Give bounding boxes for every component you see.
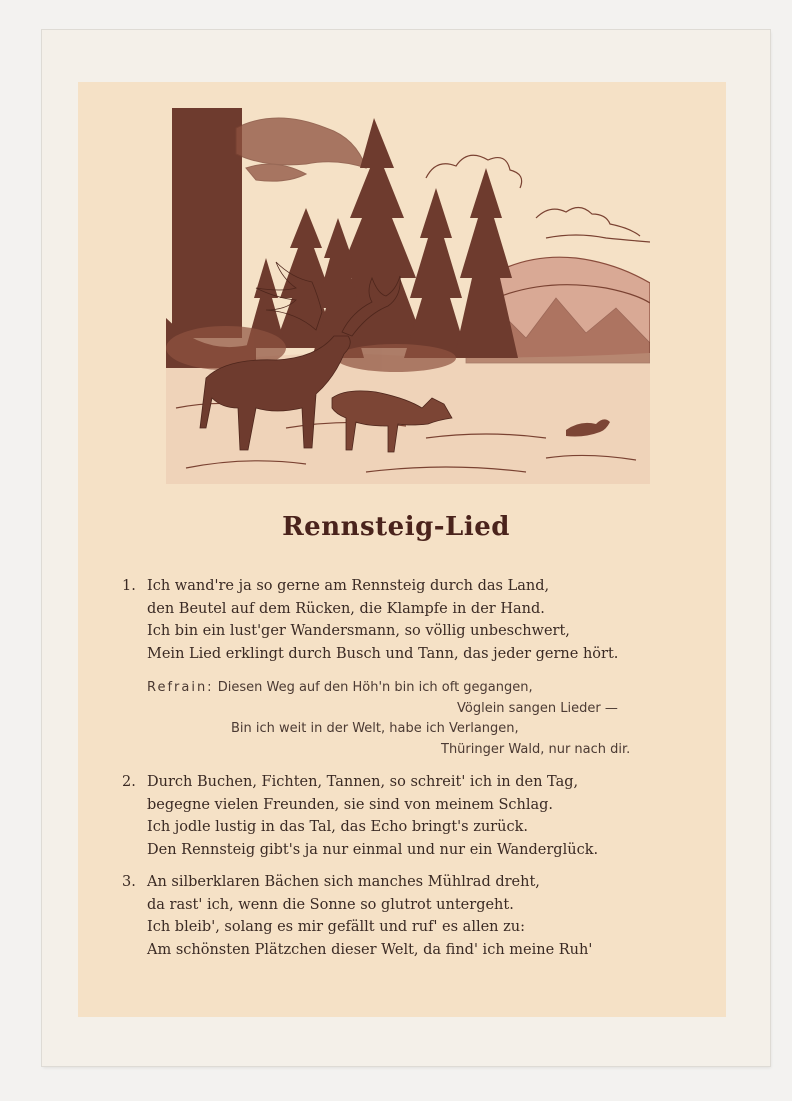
verse-line: Ich bleib', solang es mir gefällt und ruf' es allen zu:	[147, 919, 525, 935]
verse-line: Mein Lied erklingt durch Busch und Tann, das jeder gerne hört.	[147, 645, 619, 662]
verse-line: begegne vielen Freunden, sie sind von meinem Schlag.	[147, 796, 554, 813]
verse-text: Ich wand're ja so gerne am Rennsteig durch das Land,	[147, 578, 550, 594]
verse-number: 2.	[122, 774, 136, 790]
refrain-label: Refrain:	[147, 680, 214, 695]
verse-line: Ich jodle lustig in das Tal, das Echo bringt's zurück.	[147, 819, 528, 835]
refrain-line	[147, 678, 677, 699]
verse-1	[122, 575, 618, 665]
refrain-text: Thüringer Wald, nur nach dir.	[441, 741, 631, 757]
verse-line: den Beutel auf dem Rücken, die Klampfe in der Hand.	[147, 600, 545, 617]
refrain-line	[147, 719, 677, 740]
song-title: Rennsteig-Lied	[282, 512, 510, 542]
verse-3	[122, 871, 592, 961]
verse-line	[122, 871, 592, 894]
verse-text: An silberklaren Bächen sich manches Mühlrad dreht,	[147, 874, 540, 890]
refrain-line	[147, 699, 677, 720]
verse-number: 1.	[122, 578, 136, 594]
verse-number: 3.	[122, 874, 136, 890]
verse-2	[122, 771, 598, 861]
verse-line	[122, 575, 618, 598]
refrain	[147, 678, 677, 760]
refrain-text: Vöglein sangen Lieder —	[457, 700, 618, 716]
verse-line: Den Rennsteig gibt's ja nur einmal und nur ein Wanderglück.	[147, 841, 599, 858]
verse-line: Ich bin ein lust'ger Wandersmann, so völlig unbeschwert,	[147, 623, 570, 639]
verse-line: da rast' ich, wenn die Sonne so glutrot untergeht.	[147, 896, 514, 913]
verse-text: Durch Buchen, Fichten, Tannen, so schreit' ich in den Tag,	[147, 774, 579, 790]
verse-line: Am schönsten Plätzchen dieser Welt, da find' ich meine Ruh'	[147, 941, 593, 958]
refrain-text: Bin ich weit in der Welt, habe ich Verlangen,	[231, 721, 519, 736]
verse-line	[122, 771, 598, 794]
refrain-line	[147, 740, 677, 761]
forest-deer-landscape-icon	[166, 108, 650, 484]
refrain-text: Diesen Weg auf den Höh'n bin ich oft gegangen,	[217, 680, 533, 695]
